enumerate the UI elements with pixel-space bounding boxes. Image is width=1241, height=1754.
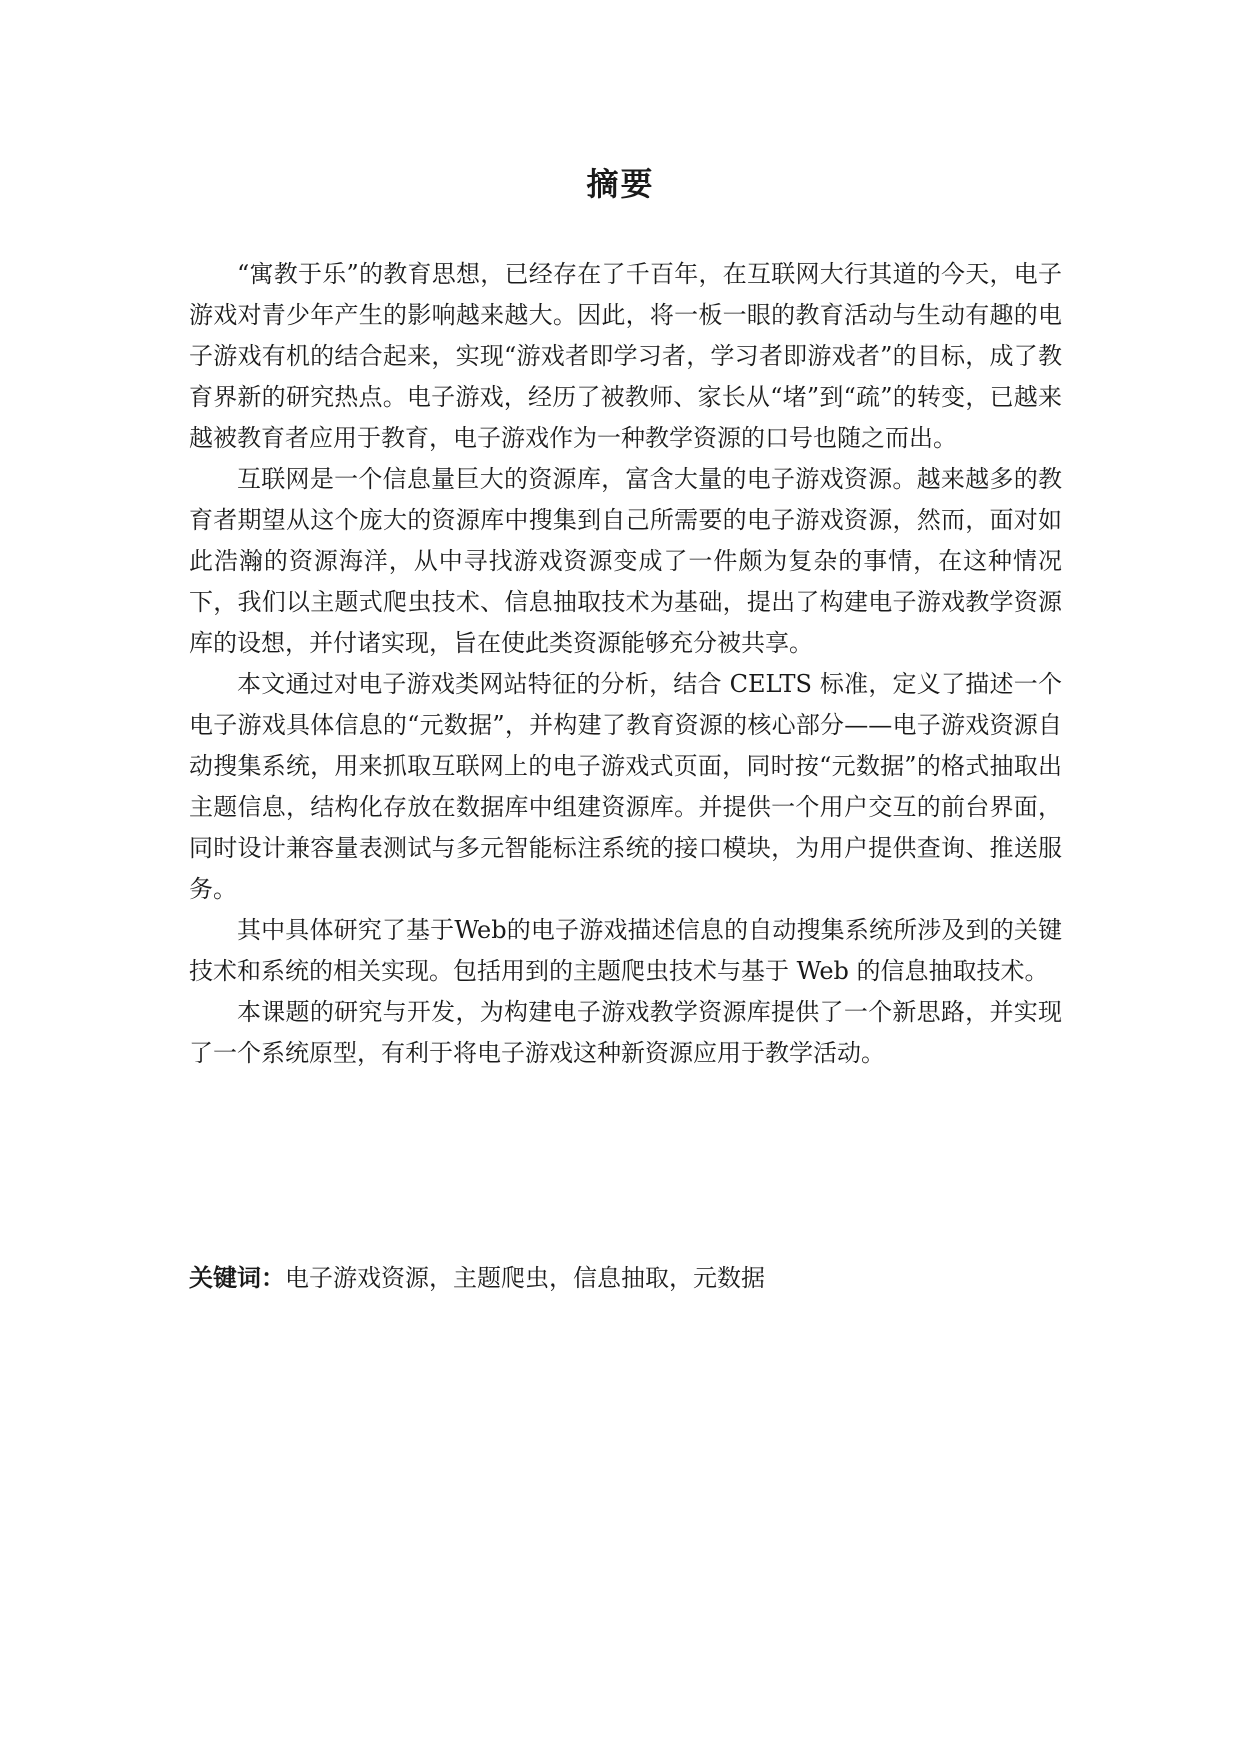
abstract-paragraph-3: 本文通过对电子游戏类网站特征的分析，结合 CELTS 标准，定义了描述一个电子游戏具体信息的“元数据”，并构建了教育资源的核心部分——电子游戏资源自动搜集系统，用来抓取互联网上的电子游戏式页面，同时按“元数据”的格式抽取出主题信息，结构化存放在数据库中组建资源库。并提供一个用户交互的前台界面，同时设计兼容量表测试与多元智能标注系统的接口模块，为用户提供查询、推送服务。 <box>189 670 1062 903</box>
keywords-value: 电子游戏资源，主题爬虫，信息抽取，元数据 <box>285 1264 765 1292</box>
keywords-label: 关键词： <box>189 1264 285 1292</box>
abstract-body <box>189 254 1062 1074</box>
abstract-paragraph-1: “寓教于乐”的教育思想，已经存在了千百年，在互联网大行其道的今天，电子游戏对青少年产生的影响越来越大。因此，将一板一眼的教育活动与生动有趣的电子游戏有机的结合起来，实现“游戏者即学习者，学习者即游戏者”的目标，成了教育界新的研究热点。电子游戏，经历了被教师、家长从“堵”到“疏”的转变，已越来越被教育者应用于教育，电子游戏作为一种教学资源的口号也随之而出。 <box>189 260 1062 452</box>
abstract-paragraph-2: 互联网是一个信息量巨大的资源库，富含大量的电子游戏资源。越来越多的教育者期望从这个庞大的资源库中搜集到自己所需要的电子游戏资源，然而，面对如此浩瀚的资源海洋，从中寻找游戏资源变成了一件颇为复杂的事情，在这种情况下，我们以主题式爬虫技术、信息抽取技术为基础，提出了构建电子游戏教学资源库的设想，并付诸实现，旨在使此类资源能够充分被共享。 <box>189 465 1062 657</box>
page-title: 摘要 <box>586 165 655 203</box>
keywords-line <box>189 1258 1062 1299</box>
abstract-paragraph-5: 本课题的研究与开发，为构建电子游戏教学资源库提供了一个新思路，并实现了一个系统原型，有利于将电子游戏这种新资源应用于教学活动。 <box>189 998 1062 1067</box>
abstract-paragraph-4: 其中具体研究了基于Web的电子游戏描述信息的自动搜集系统所涉及到的关键技术和系统的相关实现。包括用到的主题爬虫技术与基于 Web 的信息抽取技术。 <box>189 916 1062 985</box>
